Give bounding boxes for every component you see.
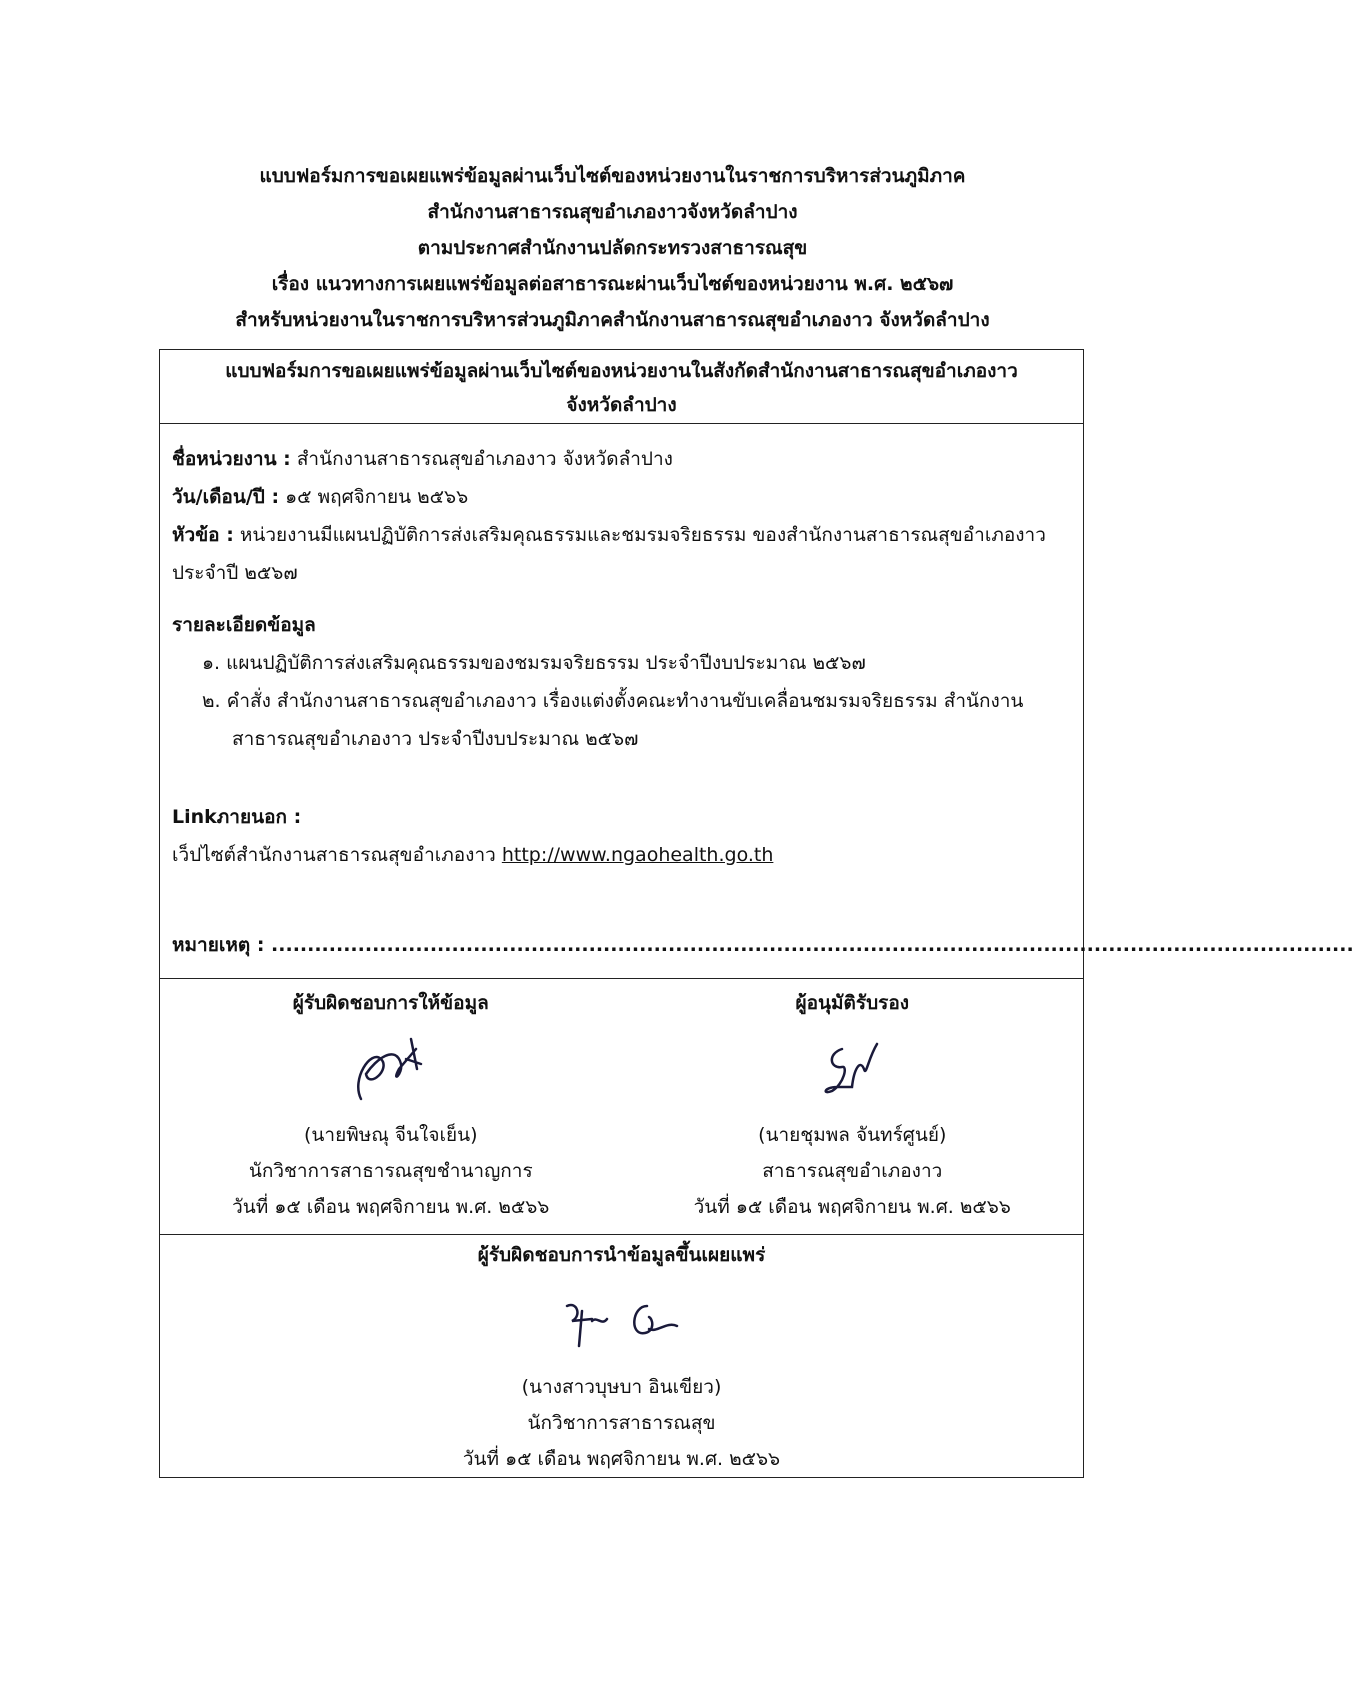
- publisher-date: วันที่ ๑๕ เดือน พฤศจิกายน พ.ศ. ๒๕๖๖: [462, 1448, 781, 1470]
- signer-right-date: วันที่ ๑๕ เดือน พฤศจิกายน พ.ศ. ๒๕๖๖: [693, 1196, 1011, 1218]
- topic-row: [172, 516, 1071, 592]
- date-row: [172, 478, 1071, 516]
- info-item-1: ๑. แผนปฏิบัติการส่งเสริมคุณธรรมของชมรมจริยธรรม ประจำปีงบประมาณ ๒๕๖๗: [202, 652, 866, 674]
- form-title-line-2: จังหวัดลำปาง: [566, 394, 677, 416]
- signer-left-role: ผู้รับผิดชอบการให้ข้อมูล: [292, 992, 489, 1014]
- signer-left: [160, 979, 622, 1234]
- website-link[interactable]: http://www.ngaohealth.go.th: [501, 844, 774, 866]
- publisher-role: ผู้รับผิดชอบการนำข้อมูลขึ้นเผยแพร่: [477, 1244, 766, 1266]
- document-header: [150, 158, 1075, 338]
- handwritten-signature-icon: [160, 1273, 1083, 1369]
- signer-right-name: (นายชุมพล จันทร์ศูนย์): [758, 1124, 947, 1146]
- note-row: หมายเหตุ : ......................................................................................................................................................: [172, 934, 1354, 956]
- header-line-5: สำหรับหน่วยงานในราชการบริหารส่วนภูมิภาคสำนักงานสาธารณสุขอำเภองาว จังหวัดลำปาง: [235, 309, 990, 331]
- topic-label: หัวข้อ :: [172, 524, 234, 546]
- agency-value: สำนักงานสาธารณสุขอำเภองาว จังหวัดลำปาง: [290, 448, 673, 470]
- date-value: ๑๕ พฤศจิกายน ๒๕๖๖: [279, 486, 469, 508]
- form-details: [160, 424, 1354, 979]
- header-line-1: แบบฟอร์มการขอเผยแพร่ข้อมูลผ่านเว็บไซต์ของหน่วยงานในราชการบริหารส่วนภูมิภาค: [259, 165, 966, 187]
- header-line-3: ตามประกาศสำนักงานปลัดกระทรวงสาธารณสุข: [417, 237, 808, 259]
- agency-label: ชื่อหน่วยงาน :: [172, 448, 291, 470]
- signer-left-name: (นายพิษณุ จีนใจเย็น): [304, 1124, 478, 1146]
- signature-row: [160, 979, 1083, 1235]
- form-title-line-1: แบบฟอร์มการขอเผยแพร่ข้อมูลผ่านเว็บไซต์ของหน่วยงานในสังกัดสำนักงานสาธารณสุขอำเภองาว: [225, 360, 1018, 382]
- link-row: [172, 836, 1071, 874]
- signer-left-position: นักวิชาการสาธารณสุขชำนาญการ: [248, 1160, 533, 1182]
- link-heading: Linkภายนอก :: [172, 806, 302, 828]
- date-label: วัน/เดือน/ปี :: [172, 486, 280, 508]
- agency-row: [172, 440, 1071, 478]
- request-form-box: [159, 349, 1354, 1478]
- handwritten-signature-icon: [160, 1021, 622, 1117]
- header-line-4: เรื่อง แนวทางการเผยแพร่ข้อมูลต่อสาธารณะผ่านเว็บไซต์ของหน่วยงาน พ.ศ. ๒๕๖๗: [271, 273, 954, 295]
- publisher-section: [160, 1235, 1083, 1477]
- signer-right-role: ผู้อนุมัติรับรอง: [795, 992, 910, 1014]
- header-line-2: สำนักงานสาธารณสุขอำเภองาวจังหวัดลำปาง: [427, 201, 798, 223]
- link-prefix: เว็ปไซต์สำนักงานสาธารณสุขอำเภองาว: [172, 844, 502, 866]
- handwritten-signature-icon: [622, 1021, 1084, 1117]
- info-heading: รายละเอียดข้อมูล: [172, 614, 316, 636]
- signer-right: [622, 979, 1084, 1234]
- signer-left-date: วันที่ ๑๕ เดือน พฤศจิกายน พ.ศ. ๒๕๖๖: [232, 1196, 550, 1218]
- topic-value: หน่วยงานมีแผนปฏิบัติการส่งเสริมคุณธรรมและชมรมจริยธรรม ของสำนักงานสาธารณสุขอำเภองาว ประจำปี ๒๕๖๗: [172, 524, 1046, 584]
- publisher-position: นักวิชาการสาธารณสุข: [527, 1412, 716, 1434]
- signer-right-position: สาธารณสุขอำเภองาว: [762, 1160, 943, 1182]
- publisher-name: (นางสาวบุษบา อินเขียว): [521, 1376, 722, 1398]
- info-item-2: ๒. คำสั่ง สำนักงานสาธารณสุขอำเภองาว เรื่องแต่งตั้งคณะทำงานขับเคลื่อนชมรมจริยธรรม สำนักงานสาธารณสุขอำเภองาว ประจำปีงบประมาณ ๒๕๖๗: [202, 690, 1024, 750]
- form-title: [160, 350, 1083, 424]
